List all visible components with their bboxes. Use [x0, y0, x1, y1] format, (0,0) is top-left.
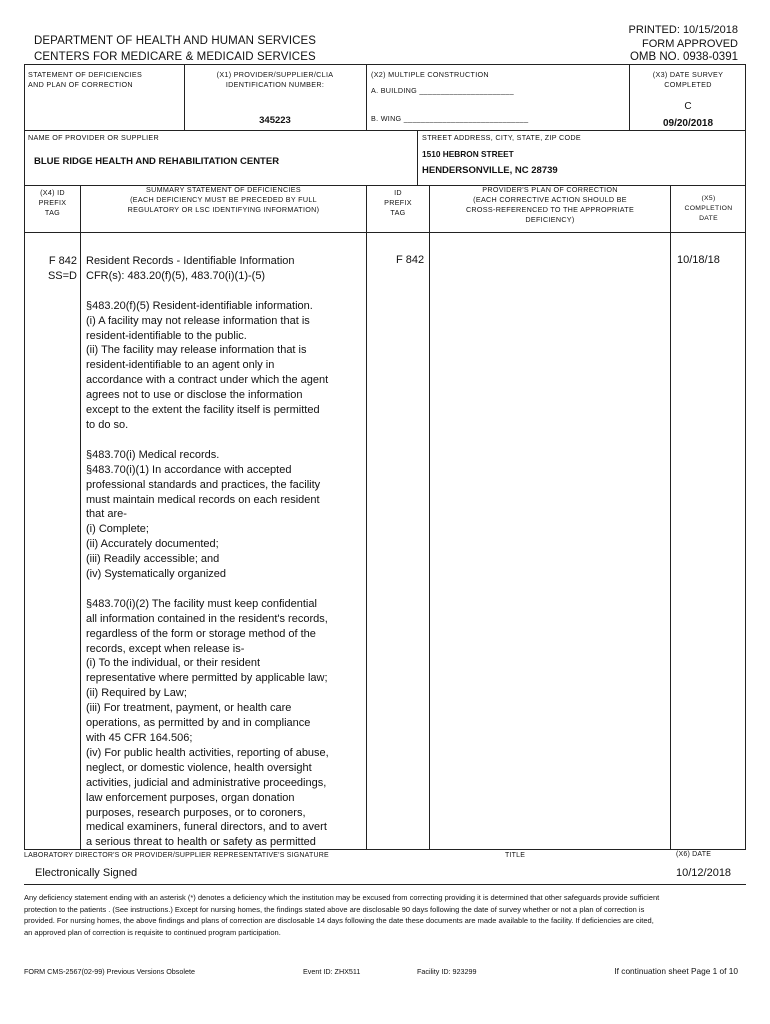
deficiency-tag: F 842 SS=D: [47, 255, 77, 282]
x2-label: (X2) MULTIPLE CONSTRUCTION: [371, 70, 489, 79]
city-state-zip: HENDERSONVILLE, NC 28739: [422, 165, 558, 176]
id-header: ID PREFIX TAG: [384, 188, 412, 217]
divider: [80, 185, 81, 850]
divider: [366, 185, 367, 850]
deficiency-form: [24, 64, 746, 850]
department-name: DEPARTMENT OF HEALTH AND HUMAN SERVICES: [34, 35, 317, 47]
x1-label: (X1) PROVIDER/SUPPLIER/CLIA IDENTIFICATION NUMBER:: [216, 70, 334, 89]
x3-label: (X3) DATE SURVEY COMPLETED: [652, 70, 724, 89]
form-approved: FORM APPROVED: [642, 37, 738, 50]
divider: [417, 130, 418, 185]
signature-date-label: (X6) DATE: [676, 851, 712, 858]
provider-name-label: NAME OF PROVIDER OR SUPPLIER: [28, 133, 160, 142]
divider: [25, 232, 745, 233]
survey-type-letter: C: [684, 101, 692, 112]
x5-header: (X5) COMPLETION DATE: [684, 195, 733, 222]
omb-number: OMB NO. 0938-0391: [629, 51, 738, 63]
address-label: STREET ADDRESS, CITY, STATE, ZIP CODE: [422, 133, 582, 142]
completion-date: 10/18/18: [677, 254, 720, 266]
signature-value: Electronically Signed: [35, 867, 138, 879]
divider: [429, 185, 430, 850]
form-meta: [629, 24, 738, 65]
summary-header: SUMMARY STATEMENT OF DEFICIENCIES (EACH DEFICIENCY MUST BE PRECEDED BY FULL REGULATORY OR LSC IDENTIFYING INFORMATION): [127, 185, 320, 214]
event-id: Event ID: ZHX511: [303, 967, 361, 976]
plan-header: PROVIDER'S PLAN OF CORRECTION (EACH CORRECTIVE ACTION SHOULD BE CROSS-REFERENCED TO THE APPROPRIATE DEFICIENCY): [465, 185, 635, 224]
provider-id-number: 345223: [259, 115, 291, 126]
plan-tag: F 842: [396, 254, 425, 266]
title-label: TITLE: [505, 852, 526, 859]
signature-date: 10/12/2018: [676, 867, 732, 879]
page-number: If continuation sheet Page 1 of 10: [614, 966, 738, 976]
form-number: FORM CMS-2567(02-99) Previous Versions Obsolete: [24, 967, 195, 976]
x4-header: (X4) ID PREFIX TAG: [38, 188, 67, 217]
street-address: 1510 HEBRON STREET: [422, 149, 514, 159]
deficiency-summary-text: Resident Records - Identifiable Information CFR(s): 483.20(f)(5), 483.70(i)(1)-(5) §483.20(f)(5) Resident-identifiable information. (i) A facility may not release information that is resident-identifiable to the public. (ii) The facility may release information that is resident-identifiable to an agent only in accordance with a contract under which the agent agrees not to use or disclose the information except to the extent the facility itself is permitted to do so. §483.70(i) Medical records. §483.70(i)(1) In accordance with accepted professional standards and practices, the facility must maintain medical records on each resident that are- (i) Complete; (ii) Accurately documented; (iii) Readily accessible; and (iv) Systematically organized §483.70(i)(2) The facility must keep confidential all information contained in the resident's records, regardless of the form or storage method of the records, except when release is- (i) To the individual, or their resident representative where permitted by applicable law; (ii) Required by Law; (iii) For treatment, payment, or health care operations, as permitted by and in compliance with 45 CFR 164.506; (iv) For public health activities, reporting of abuse, neglect, or domestic violence, health oversight activities, judicial and administrative proceedings, law enforcement purposes, organ donation purposes, research purposes, or to coroners, medical examiners, funeral directors, and to avert a serious threat to health or safety as permitted: [86, 255, 329, 849]
signature-label: LABORATORY DIRECTOR'S OR PROVIDER/SUPPLIER REPRESENTATIVE'S SIGNATURE: [24, 852, 329, 859]
divider: [670, 185, 671, 850]
provider-name: BLUE RIDGE HEALTH AND REHABILITATION CENTER: [34, 156, 280, 167]
agency-header: [34, 33, 316, 65]
wing-label: B. WING _____________________________: [371, 114, 529, 123]
divider: [24, 884, 746, 885]
divider: [25, 130, 745, 131]
survey-completed-date: 09/20/2018: [662, 118, 714, 129]
facility-id: Facility ID: 923299: [417, 967, 477, 976]
disclaimer-text: Any deficiency statement ending with an asterisk (*) denotes a deficiency which the institution may be excused from correcting providing it is determined that other safeguards provide sufficient protection to the patients . (See instructions.) Except for nursing homes, the findings stated above are disclosable 90 days following the date of survey whether or not a plan of correction is provided. For nursing homes, the above findings and plans of correction are disclosable 14 days following the date these documents are made available to the facility. If deficiencies are cited, an approved plan of correction is requisite to continued program participation.: [24, 893, 660, 937]
divider: [366, 65, 367, 130]
agency-name: CENTERS FOR MEDICARE & MEDICAID SERVICES: [34, 51, 316, 63]
building-label: A. BUILDING ______________________: [371, 86, 514, 95]
printed-date: PRINTED: 10/15/2018: [628, 24, 738, 36]
statement-label: STATEMENT OF DEFICIENCIES AND PLAN OF CORRECTION: [28, 70, 143, 89]
